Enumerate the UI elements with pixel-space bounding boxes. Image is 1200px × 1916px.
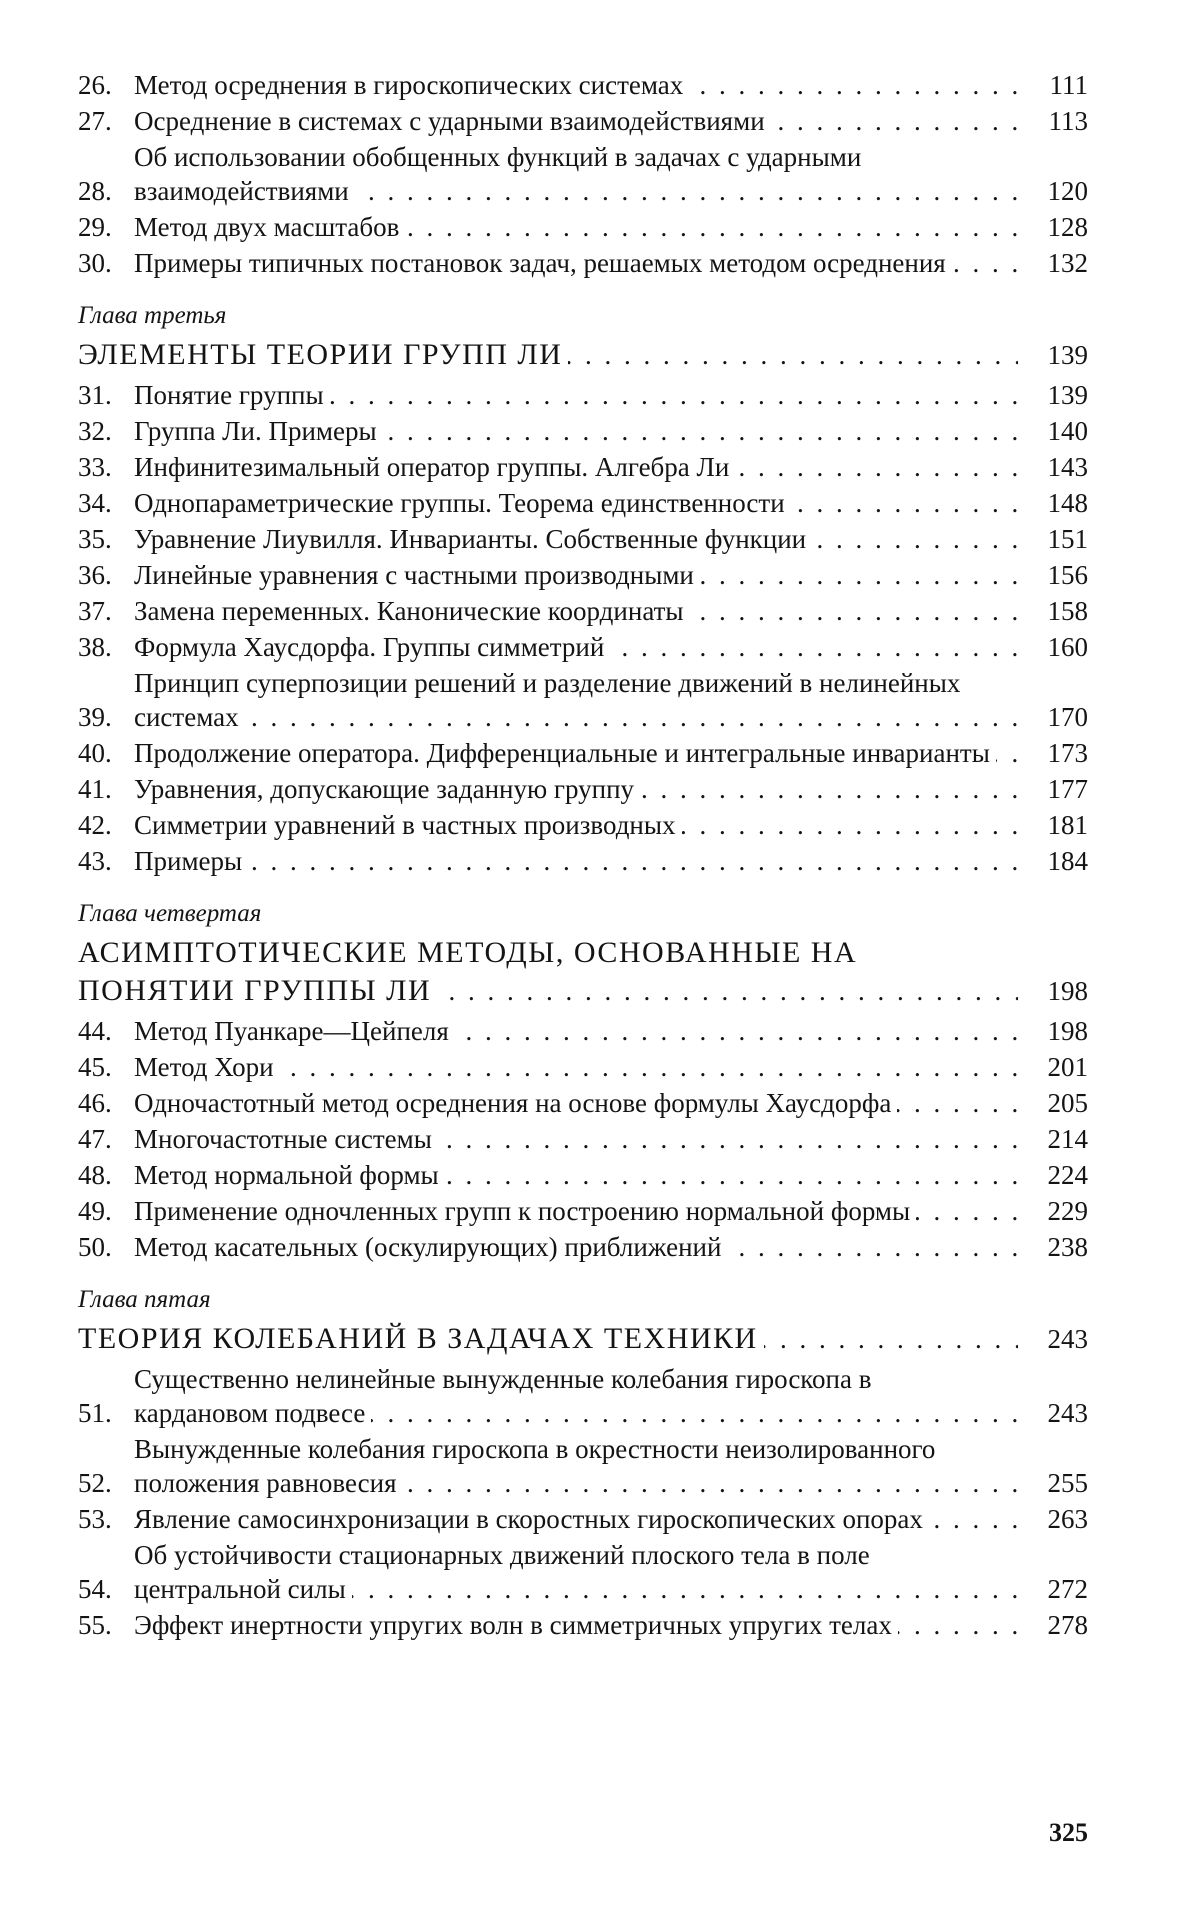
section-title: Симметрии уравнений в частных производных	[134, 810, 682, 840]
section-title-body	[134, 594, 1018, 628]
section-page-number: 243	[1047, 1398, 1088, 1428]
toc-entry	[78, 1194, 1088, 1228]
section-number: 51.	[78, 1398, 112, 1428]
section-title: Об устойчивости стационарных движений плоского тела в поле центральной силы	[134, 1540, 870, 1604]
chapter-title: ЭЛЕМЕНТЫ ТЕОРИИ ГРУПП ЛИ	[78, 338, 568, 371]
section-number: 42.	[78, 810, 112, 840]
section-page-number: 201	[1047, 1052, 1088, 1082]
chapter-page-number: 139	[1047, 340, 1088, 370]
section-number: 52.	[78, 1468, 112, 1498]
section-title-body	[134, 450, 1018, 484]
toc-entry	[78, 414, 1088, 448]
section-number: 45.	[78, 1052, 112, 1082]
section-number: 53.	[78, 1504, 112, 1534]
section-number: 32.	[78, 416, 112, 446]
section-page-number: 160	[1047, 632, 1088, 662]
toc-entry	[78, 1086, 1088, 1120]
section-title: Многочастотные системы	[134, 1124, 438, 1154]
toc-entry	[78, 210, 1088, 244]
section-number: 28.	[78, 176, 112, 206]
toc-entry	[78, 1158, 1088, 1192]
section-title: Замена переменных. Канонические координаты	[134, 596, 690, 626]
section-number: 50.	[78, 1232, 112, 1262]
section-title-body	[134, 1014, 1018, 1048]
section-title-body	[134, 1608, 1018, 1642]
section-title-body	[134, 1086, 1018, 1120]
section-number: 48.	[78, 1160, 112, 1190]
section-number: 55.	[78, 1610, 112, 1640]
toc-entry	[78, 378, 1088, 412]
chapter-section	[78, 1286, 1088, 1642]
section-title-body	[134, 486, 1018, 520]
toc-entry	[78, 1502, 1088, 1536]
toc-entry	[78, 1362, 1088, 1430]
section-page-number: 140	[1047, 416, 1088, 446]
section-title-body	[134, 1230, 1018, 1264]
section-title: Явление самосинхронизации в скоростных гироскопических опорах	[134, 1504, 929, 1534]
section-title: Метод Хори	[134, 1052, 280, 1082]
section-title: Принцип суперпозиции решений и разделение движений в нелинейных системах	[134, 668, 961, 732]
section-title: Формула Хаусдорфа. Группы симметрий	[134, 632, 610, 662]
toc-entry	[78, 808, 1088, 842]
section-page-number: 198	[1047, 1016, 1088, 1046]
section-title: Линейные уравнения с частными производными	[134, 560, 700, 590]
section-title: Инфинитезимальный оператор группы. Алгебра Ли	[134, 452, 735, 482]
section-page-number: 229	[1047, 1196, 1088, 1226]
section-title-body	[134, 808, 1018, 842]
section-page-number: 181	[1047, 810, 1088, 840]
toc-entry	[78, 1230, 1088, 1264]
section-title: Однопараметрические группы. Теорема единственности	[134, 488, 791, 518]
section-title: Метод касательных (оскулирующих) приближений	[134, 1232, 727, 1262]
section-number: 41.	[78, 774, 112, 804]
chapter-page-number: 243	[1047, 1324, 1088, 1354]
chapter-page-number: 198	[1047, 976, 1088, 1006]
page-number: 325	[1049, 1818, 1088, 1847]
section-page-number: 272	[1047, 1574, 1088, 1604]
chapter-title-body	[78, 1320, 1018, 1358]
section-title-body	[134, 1050, 1018, 1084]
section-title-body	[134, 666, 1018, 734]
section-title: Эффект инертности упругих волн в симметричных упругих телах	[134, 1610, 898, 1640]
chapter-title-row	[78, 934, 1088, 1010]
toc-entry	[78, 1432, 1088, 1500]
toc-entry	[78, 522, 1088, 556]
chapter-title: АСИМПТОТИЧЕСКИЕ МЕТОДЫ, ОСНОВАННЫЕ НА ПОНЯТИИ ГРУППЫ ЛИ	[78, 936, 858, 1007]
section-page-number: 214	[1047, 1124, 1088, 1154]
section-page-number: 148	[1047, 488, 1088, 518]
toc-entry	[78, 558, 1088, 592]
section-title-body	[134, 1194, 1018, 1228]
toc-entry	[78, 1538, 1088, 1606]
section-number: 29.	[78, 212, 112, 242]
section-number: 27.	[78, 106, 112, 136]
toc-entry	[78, 486, 1088, 520]
chapter-label: Глава пятая	[78, 1286, 211, 1313]
section-page-number: 238	[1047, 1232, 1088, 1262]
section-page-number: 173	[1047, 738, 1088, 768]
section-title: Метод осреднения в гироскопических системах	[134, 70, 689, 100]
toc-entry	[78, 630, 1088, 664]
section-page-number: 177	[1047, 774, 1088, 804]
section-number: 47.	[78, 1124, 112, 1154]
section-title-body	[134, 246, 1018, 280]
section-page-number: 263	[1047, 1504, 1088, 1534]
section-title: Об использовании обобщенных функций в задачах с ударными взаимодействиями	[134, 142, 862, 206]
section-number: 43.	[78, 846, 112, 876]
section-title-body	[134, 1538, 1018, 1606]
chapter-title-row	[78, 1320, 1088, 1358]
section-title-body	[134, 1432, 1018, 1500]
section-number: 34.	[78, 488, 112, 518]
section-number: 33.	[78, 452, 112, 482]
toc-entry	[78, 246, 1088, 280]
section-number: 46.	[78, 1088, 112, 1118]
toc-entry	[78, 844, 1088, 878]
toc-entry	[78, 594, 1088, 628]
section-title-body	[134, 104, 1018, 138]
chapter-section	[78, 68, 1088, 280]
section-title-body	[134, 630, 1018, 664]
section-title: Понятие группы	[134, 380, 330, 410]
table-of-contents	[78, 68, 1088, 1644]
toc-entry	[78, 736, 1088, 770]
section-number: 37.	[78, 596, 112, 626]
chapter-label: Глава третья	[78, 302, 227, 329]
section-title: Существенно нелинейные вынужденные колебания гироскопа в кардановом подвесе	[134, 1364, 872, 1428]
section-page-number: 143	[1047, 452, 1088, 482]
chapter-section	[78, 900, 1088, 1264]
section-number: 40.	[78, 738, 112, 768]
section-title: Одночастотный метод осреднения на основе формулы Хаусдорфа	[134, 1088, 897, 1118]
section-number: 49.	[78, 1196, 112, 1226]
section-page-number: 278	[1047, 1610, 1088, 1640]
section-title-body	[134, 1122, 1018, 1156]
section-title-body	[134, 736, 1018, 770]
chapter-title-body	[78, 336, 1018, 374]
section-title-body	[134, 1158, 1018, 1192]
section-page-number: 224	[1047, 1160, 1088, 1190]
chapter-title-row	[78, 336, 1088, 374]
toc-entry	[78, 450, 1088, 484]
section-title-body	[134, 414, 1018, 448]
section-page-number: 139	[1047, 380, 1088, 410]
section-title: Осреднение в системах с ударными взаимодействиями	[134, 106, 771, 136]
section-number: 35.	[78, 524, 112, 554]
section-page-number: 255	[1047, 1468, 1088, 1498]
section-page-number: 120	[1047, 176, 1088, 206]
section-page-number: 158	[1047, 596, 1088, 626]
toc-entry	[78, 666, 1088, 734]
section-title-body	[134, 1502, 1018, 1536]
toc-entry	[78, 1050, 1088, 1084]
toc-entry	[78, 104, 1088, 138]
toc-entry	[78, 1014, 1088, 1048]
section-title-body	[134, 68, 1018, 102]
section-number: 39.	[78, 702, 112, 732]
toc-entry	[78, 140, 1088, 208]
section-page-number: 113	[1048, 106, 1088, 136]
section-title-body	[134, 522, 1018, 556]
section-page-number: 184	[1047, 846, 1088, 876]
section-title-body	[134, 140, 1018, 208]
section-title: Примеры типичных постановок задач, решаемых методом осреднения	[134, 248, 952, 278]
section-number: 54.	[78, 1574, 112, 1604]
section-title: Метод нормальной формы	[134, 1160, 445, 1190]
toc-entry	[78, 1122, 1088, 1156]
section-number: 44.	[78, 1016, 112, 1046]
section-number: 38.	[78, 632, 112, 662]
chapter-title-body	[78, 934, 1018, 1010]
section-title-body	[134, 378, 1018, 412]
section-title: Группа Ли. Примеры	[134, 416, 383, 446]
section-title-body	[134, 772, 1018, 806]
section-number: 30.	[78, 248, 112, 278]
section-title: Применение одночленных групп к построению нормальной формы	[134, 1196, 916, 1226]
section-title: Уравнение Лиувилля. Инварианты. Собственные функции	[134, 524, 812, 554]
section-page-number: 128	[1047, 212, 1088, 242]
section-title-body	[134, 558, 1018, 592]
section-page-number: 151	[1047, 524, 1088, 554]
section-page-number: 205	[1047, 1088, 1088, 1118]
toc-entry	[78, 1608, 1088, 1642]
section-title: Продолжение оператора. Дифференциальные и интегральные инварианты	[134, 738, 996, 768]
chapter-label: Глава четвертая	[78, 900, 262, 927]
chapter-title: ТЕОРИЯ КОЛЕБАНИЙ В ЗАДАЧАХ ТЕХНИКИ	[78, 1322, 764, 1355]
section-title: Примеры	[134, 846, 248, 876]
section-page-number: 132	[1047, 248, 1088, 278]
section-number: 26.	[78, 70, 112, 100]
section-number: 31.	[78, 380, 112, 410]
section-title: Вынужденные колебания гироскопа в окрестности неизолированного положения равновесия	[134, 1434, 936, 1498]
section-title-body	[134, 1362, 1018, 1430]
section-title: Уравнения, допускающие заданную группу	[134, 774, 640, 804]
toc-entry	[78, 772, 1088, 806]
chapter-section	[78, 302, 1088, 878]
section-page-number: 170	[1047, 702, 1088, 732]
section-title: Метод двух масштабов	[134, 212, 405, 242]
toc-entry	[78, 68, 1088, 102]
section-number: 36.	[78, 560, 112, 590]
section-title: Метод Пуанкаре—Цейпеля	[134, 1016, 455, 1046]
section-page-number: 156	[1047, 560, 1088, 590]
section-title-body	[134, 210, 1018, 244]
section-page-number: 111	[1049, 70, 1088, 100]
section-title-body	[134, 844, 1018, 878]
